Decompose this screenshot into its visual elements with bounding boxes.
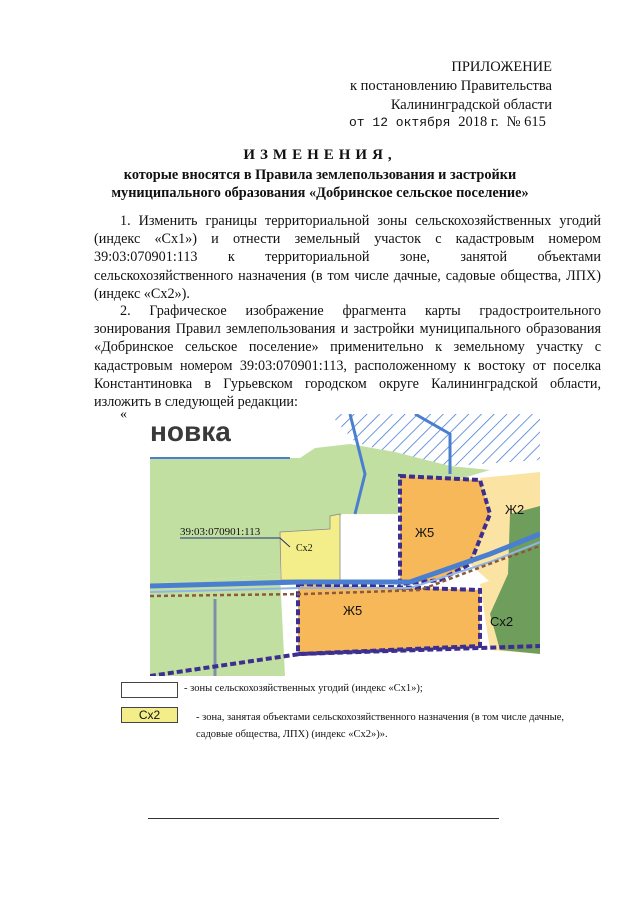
cx2-label-east: Сх2 [490, 614, 514, 629]
quote-open-mark: « [120, 407, 127, 422]
footer-rule [148, 818, 499, 819]
document-number: № 615 [506, 114, 546, 130]
date-year: 2018 г. [458, 114, 499, 130]
zh2-label: Ж2 [505, 502, 525, 517]
legend-item-2-line-1: - зона, занятая объектами сельскохозяйственного назначения (в том числе дачные, [196, 712, 565, 723]
paragraph-1: 1. Изменить границы территориальной зоны сельскохозяйственных угодий (индекс «Сх1») и отнести земельный участок с кадастровым номером 39:03:070901:113 к территориальной зоне, занятой объектами сельскохозяйственного назначения (в том числе дачные, садовые общества, ЛПХ) (индекс «Сх2»). [94, 213, 601, 302]
subtitle-line-1: которые вносятся в Правила землепользования и застройки [123, 167, 517, 183]
legend-item-1-text: - зоны сельскохозяйственных угодий (индекс «Сх1»); [184, 683, 423, 694]
zh5-label-south: Ж5 [343, 603, 363, 618]
appendix-date [349, 114, 546, 131]
legend-item-2-line-2: садовые общества, ЛПХ) (индекс «Сх2»)». [196, 729, 388, 740]
appendix-title: ПРИЛОЖЕНИЕ [451, 59, 552, 75]
document-subtitle [60, 166, 580, 202]
appendix-region: Калининградской области [390, 97, 552, 113]
subtitle-line-2: муниципального образования «Добринское сельское поселение» [111, 185, 529, 201]
place-label: новка [150, 416, 231, 447]
appendix-header [350, 58, 552, 115]
date-prefix: от 12 октября [349, 115, 451, 130]
document-title: ИЗМЕНЕНИЯ, [243, 147, 397, 163]
legend-swatch-cx1 [121, 682, 178, 698]
legend-swatch-cx2: Сх2 [121, 707, 178, 723]
paragraph-2: 2. Графическое изображение фрагмента карты градостроительного зонирования Правил землепользования и застройки муниципального образования «Добринское сельское поселение» применительно к земельному участку с кадастровым номером 39:03:070901:113, расположенному к востоку от поселка Константиновка в Гурьевском городском округе Калининградской области, изложить в следующей редакции: [94, 303, 601, 411]
cadastral-number-label: 39:03:070901:113 [180, 526, 261, 538]
legend-item-2-text [196, 709, 616, 743]
zoning-map [150, 414, 540, 676]
zh5-label-north: Ж5 [415, 525, 435, 540]
cx2-label: Сх2 [296, 543, 313, 554]
appendix-subtitle: к постановлению Правительства [350, 78, 552, 94]
